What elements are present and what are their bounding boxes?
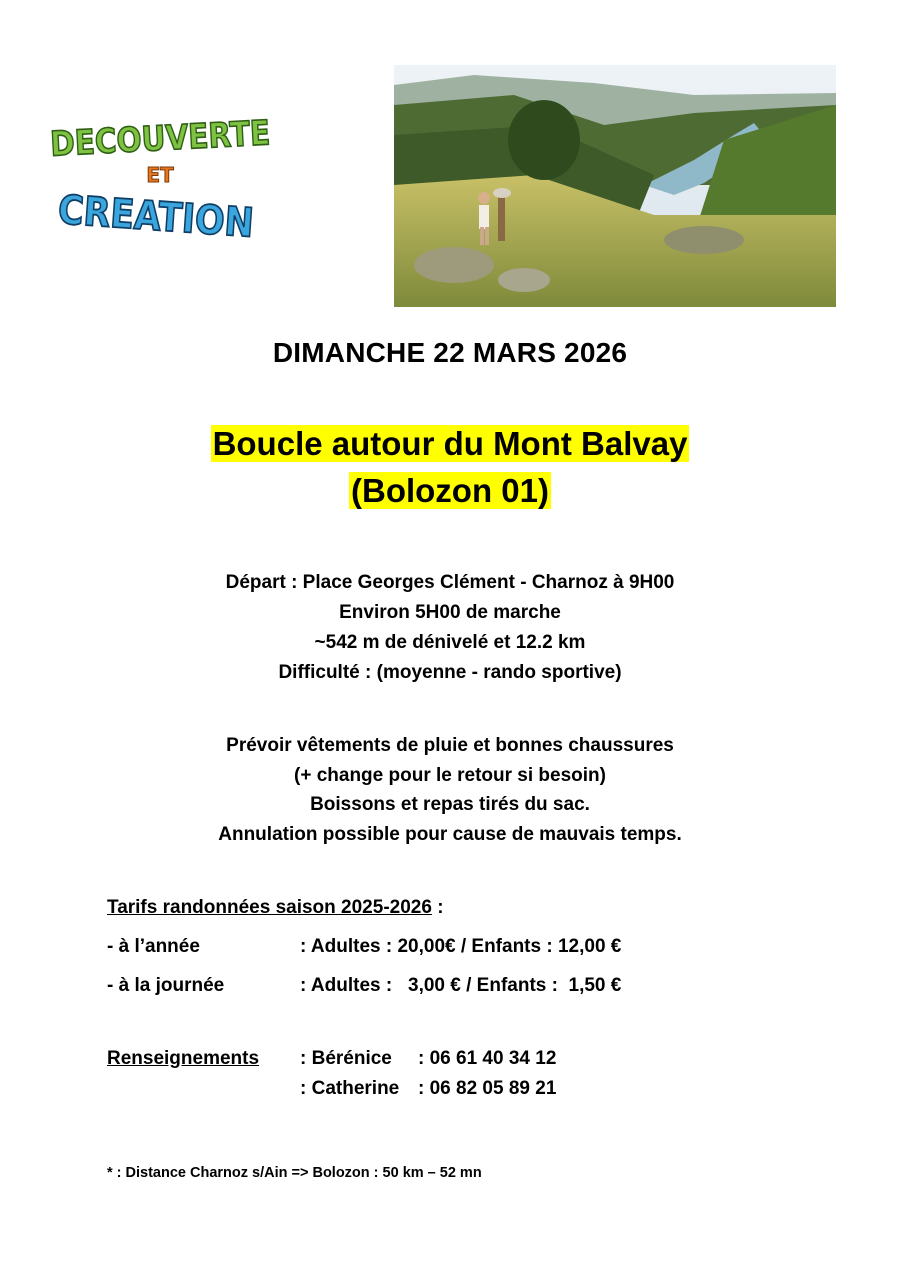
distance-footnote: * : Distance Charnoz s/Ain => Bolozon : 50 km – 52 mn [107,1165,482,1181]
advice-line: Prévoir vêtements de pluie et bonnes chaussures [226,735,674,756]
decouverte-creation-logo [44,90,305,265]
tarifs-heading-suffix: : [431,897,444,918]
tarif-value-journee: : Adultes : 3,00 € / Enfants : 1,50 € [300,975,622,996]
contact-phone-catherine: : 06 82 05 89 21 [418,1078,557,1099]
event-date: DIMANCHE 22 MARS 2026 [272,337,628,368]
landscape-photo [394,65,836,307]
hike-info [0,568,900,688]
contact-name-berenice: : Bérénice [300,1048,392,1069]
info-duration: Environ 5H00 de marche [339,602,561,623]
tarif-value-annee: : Adultes : 20,00€ / Enfants : 12,00 € [300,936,622,957]
info-difficulty: Difficulté : (moyenne - rando sportive) [278,662,622,683]
hike-title [0,420,900,514]
info-departure: Départ : Place Georges Clément - Charnoz à 9H00 [225,572,675,593]
info-elevation-distance: ~542 m de dénivelé et 12.2 km [314,632,586,653]
tarif-label-annee: - à l’année [107,936,200,957]
advice-line: (+ change pour le retour si besoin) [294,764,606,786]
contact-name-catherine: : Catherine [300,1078,400,1099]
tarifs-heading [107,897,444,919]
advice-line: Boissons et repas tirés du sac. [310,794,590,815]
contacts-heading: Renseignements [107,1048,260,1069]
logo-word-decouverte: DECOUVERTE [49,111,305,165]
tarifs-heading-text: Tarifs randonnées saison 2025-2026 [107,897,432,918]
hike-advice [0,731,900,849]
title-line-2: (Bolozon 01) [351,472,549,509]
title-line-1: Boucle autour du Mont Balvay [212,425,688,462]
contact-phone-berenice: : 06 61 40 34 12 [418,1048,557,1069]
advice-line: Annulation possible pour cause de mauvais temps. [218,823,682,845]
logo-word-et: ET [146,163,174,187]
tarif-label-journee: - à la journée [107,975,225,996]
logo-word-creation: CREATION [56,187,285,249]
